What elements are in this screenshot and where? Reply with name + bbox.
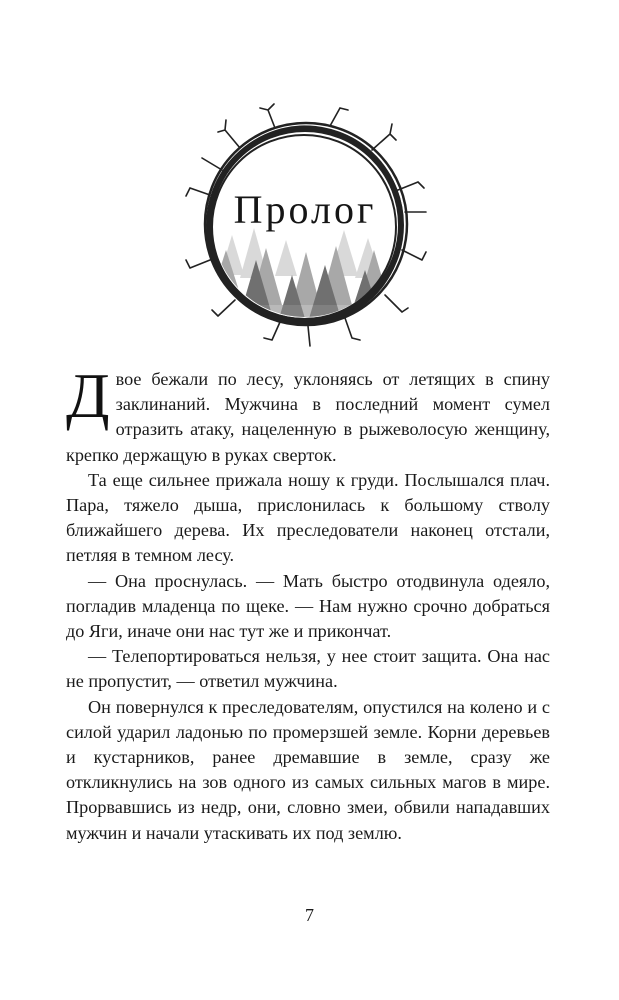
- paragraph-2: Та еще сильнее прижала ношу к груди. Послышался плач. Пара, тяжело дыша, прислонилась к большому стволу ближайшего дерева. Их преследователи наконец отстали, петляя в темном лесу.: [66, 469, 550, 566]
- paragraph-3: — Она проснулась. — Мать быстро отодвинула одеяло, погладив младенца по щеке. — Нам нужно срочно добраться до Яги, иначе они нас тут же и прикончат.: [66, 570, 550, 642]
- chapter-body: [66, 360, 550, 846]
- drop-cap: Д: [66, 360, 110, 431]
- paragraph-4: — Телепортироваться нельзя, у нее стоит защита. Она нас не пропустит, — ответил мужчина.: [66, 646, 550, 692]
- page-number: 7: [305, 905, 314, 925]
- chapter-title: Пролог: [233, 187, 377, 232]
- paragraph-5: Он повернулся к преследователям, опустился на колено и с силой ударил ладонью по промерзшей земле. Корни деревьев и кустарников, ранее дремавшие в земле, сразу же откликнулись на зов одного из самых сильных магов в мире. Прорвавшись из недр, они, словно змеи, обвили нападавших мужчин и начали утаскивать их под землю.: [66, 696, 550, 843]
- paragraph-text: вое бежали по лесу, уклоняясь от летящих в спину заклинаний. Мужчина в последний момент сумел отразить атаку, нацеленную в рыжеволосую женщину, крепко держащую в руках сверток.: [66, 369, 550, 465]
- paragraph-1: [66, 360, 550, 468]
